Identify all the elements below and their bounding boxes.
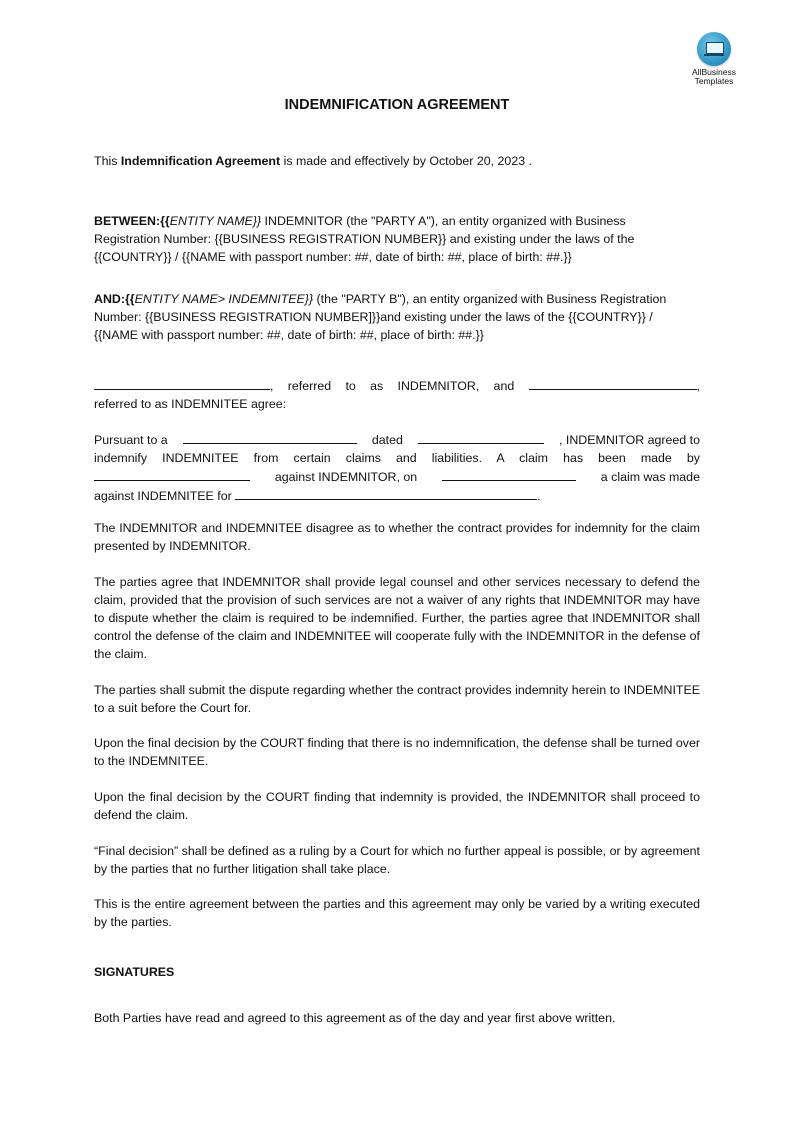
contract-type-blank[interactable] <box>183 430 357 444</box>
laptop-icon <box>697 32 731 66</box>
paragraph-entire-agreement: This is the entire agreement between the parties and this agreement may only be varied by a writing executed by the parties. <box>94 897 700 929</box>
signatures-heading: SIGNATURES <box>94 965 175 979</box>
intro-paragraph: This Indemnification Agreement is made and effectively by October 20, 2023 . <box>94 154 532 168</box>
pursuant-paragraph: Pursuant to a dated , INDEMNITOR agreed to indemnify INDEMNITEE from certain claims and liabilities. A claim has been made by against INDEMNITOR, on a claim was made against INDEMNITEE for . <box>94 430 700 505</box>
indemnitee-name-blank[interactable] <box>529 376 697 390</box>
claimant-blank[interactable] <box>94 467 250 481</box>
paragraph-no-indemnification: Upon the final decision by the COURT finding that there is no indemnification, the defense shall be turned over to the INDEMNITEE. <box>94 736 700 768</box>
logo-text: AllBusiness Templates <box>692 67 736 86</box>
and-party-b: AND:{{ENTITY NAME> INDEMNITEE}} (the "PARTY B"), an entity organized with Business Registration Number: {{BUSINESS REGISTRATION NUMBER]}}and existing under the laws of the {{COUNTRY}} / {{NAME with passport number: ##, date of birth: ##, place of birth: ##.}} <box>94 292 667 342</box>
closing-paragraph: Both Parties have read and agreed to this agreement as of the day and year first above written. <box>94 1011 616 1025</box>
paragraph-indemnity-provided: Upon the final decision by the COURT finding that indemnity is provided, the INDEMNITOR shall proceed to defend the claim. <box>94 790 700 822</box>
referred-paragraph: , referred to as INDEMNITOR, and , referred to as INDEMNITEE agree: <box>94 376 700 413</box>
paragraph-legal-counsel: The parties agree that INDEMNITOR shall provide legal counsel and other services necessary to defend the claim, provided that the provision of such services are not a waiver of any rights that INDEMNITOR may have to dispute whether the claim is required to be indemnified. Further, the parties agree that INDEMNITOR shall control the defense of the claim and INDEMNITEE will cooperate fully with the INDEMNITOR in the defense of the claim. <box>94 575 700 661</box>
paragraph-dispute-submission: The parties shall submit the dispute regarding whether the contract provides indemnity herein to INDEMNITEE to a suit before the Court for. <box>94 683 700 715</box>
indemnitor-name-blank[interactable] <box>94 376 270 390</box>
claim-description-blank[interactable] <box>235 486 537 500</box>
paragraph-disagreement: The INDEMNITOR and INDEMNITEE disagree as to whether the contract provides for indemnity for the claim presented by INDEMNITOR. <box>94 521 700 553</box>
paragraph-final-decision: “Final decision” shall be defined as a ruling by a Court for which no further appeal is possible, or by agreement by the parties that no further litigation shall take place. <box>94 844 700 876</box>
contract-date-blank[interactable] <box>418 430 544 444</box>
document-title: INDEMNIFICATION AGREEMENT <box>284 97 510 113</box>
allbusiness-templates-logo <box>680 32 748 86</box>
between-party-a: BETWEEN:{{ENTITY NAME}} INDEMNITOR (the "PARTY A"), an entity organized with Business Registration Number: {{BUSINESS REGISTRATION NUMBER}} and existing under the laws of the {{COUNTRY}} / {{NAME with passport number: ##, date of birth: ##, place of birth: ##.}} <box>94 214 635 264</box>
claim-date-blank[interactable] <box>442 467 576 481</box>
